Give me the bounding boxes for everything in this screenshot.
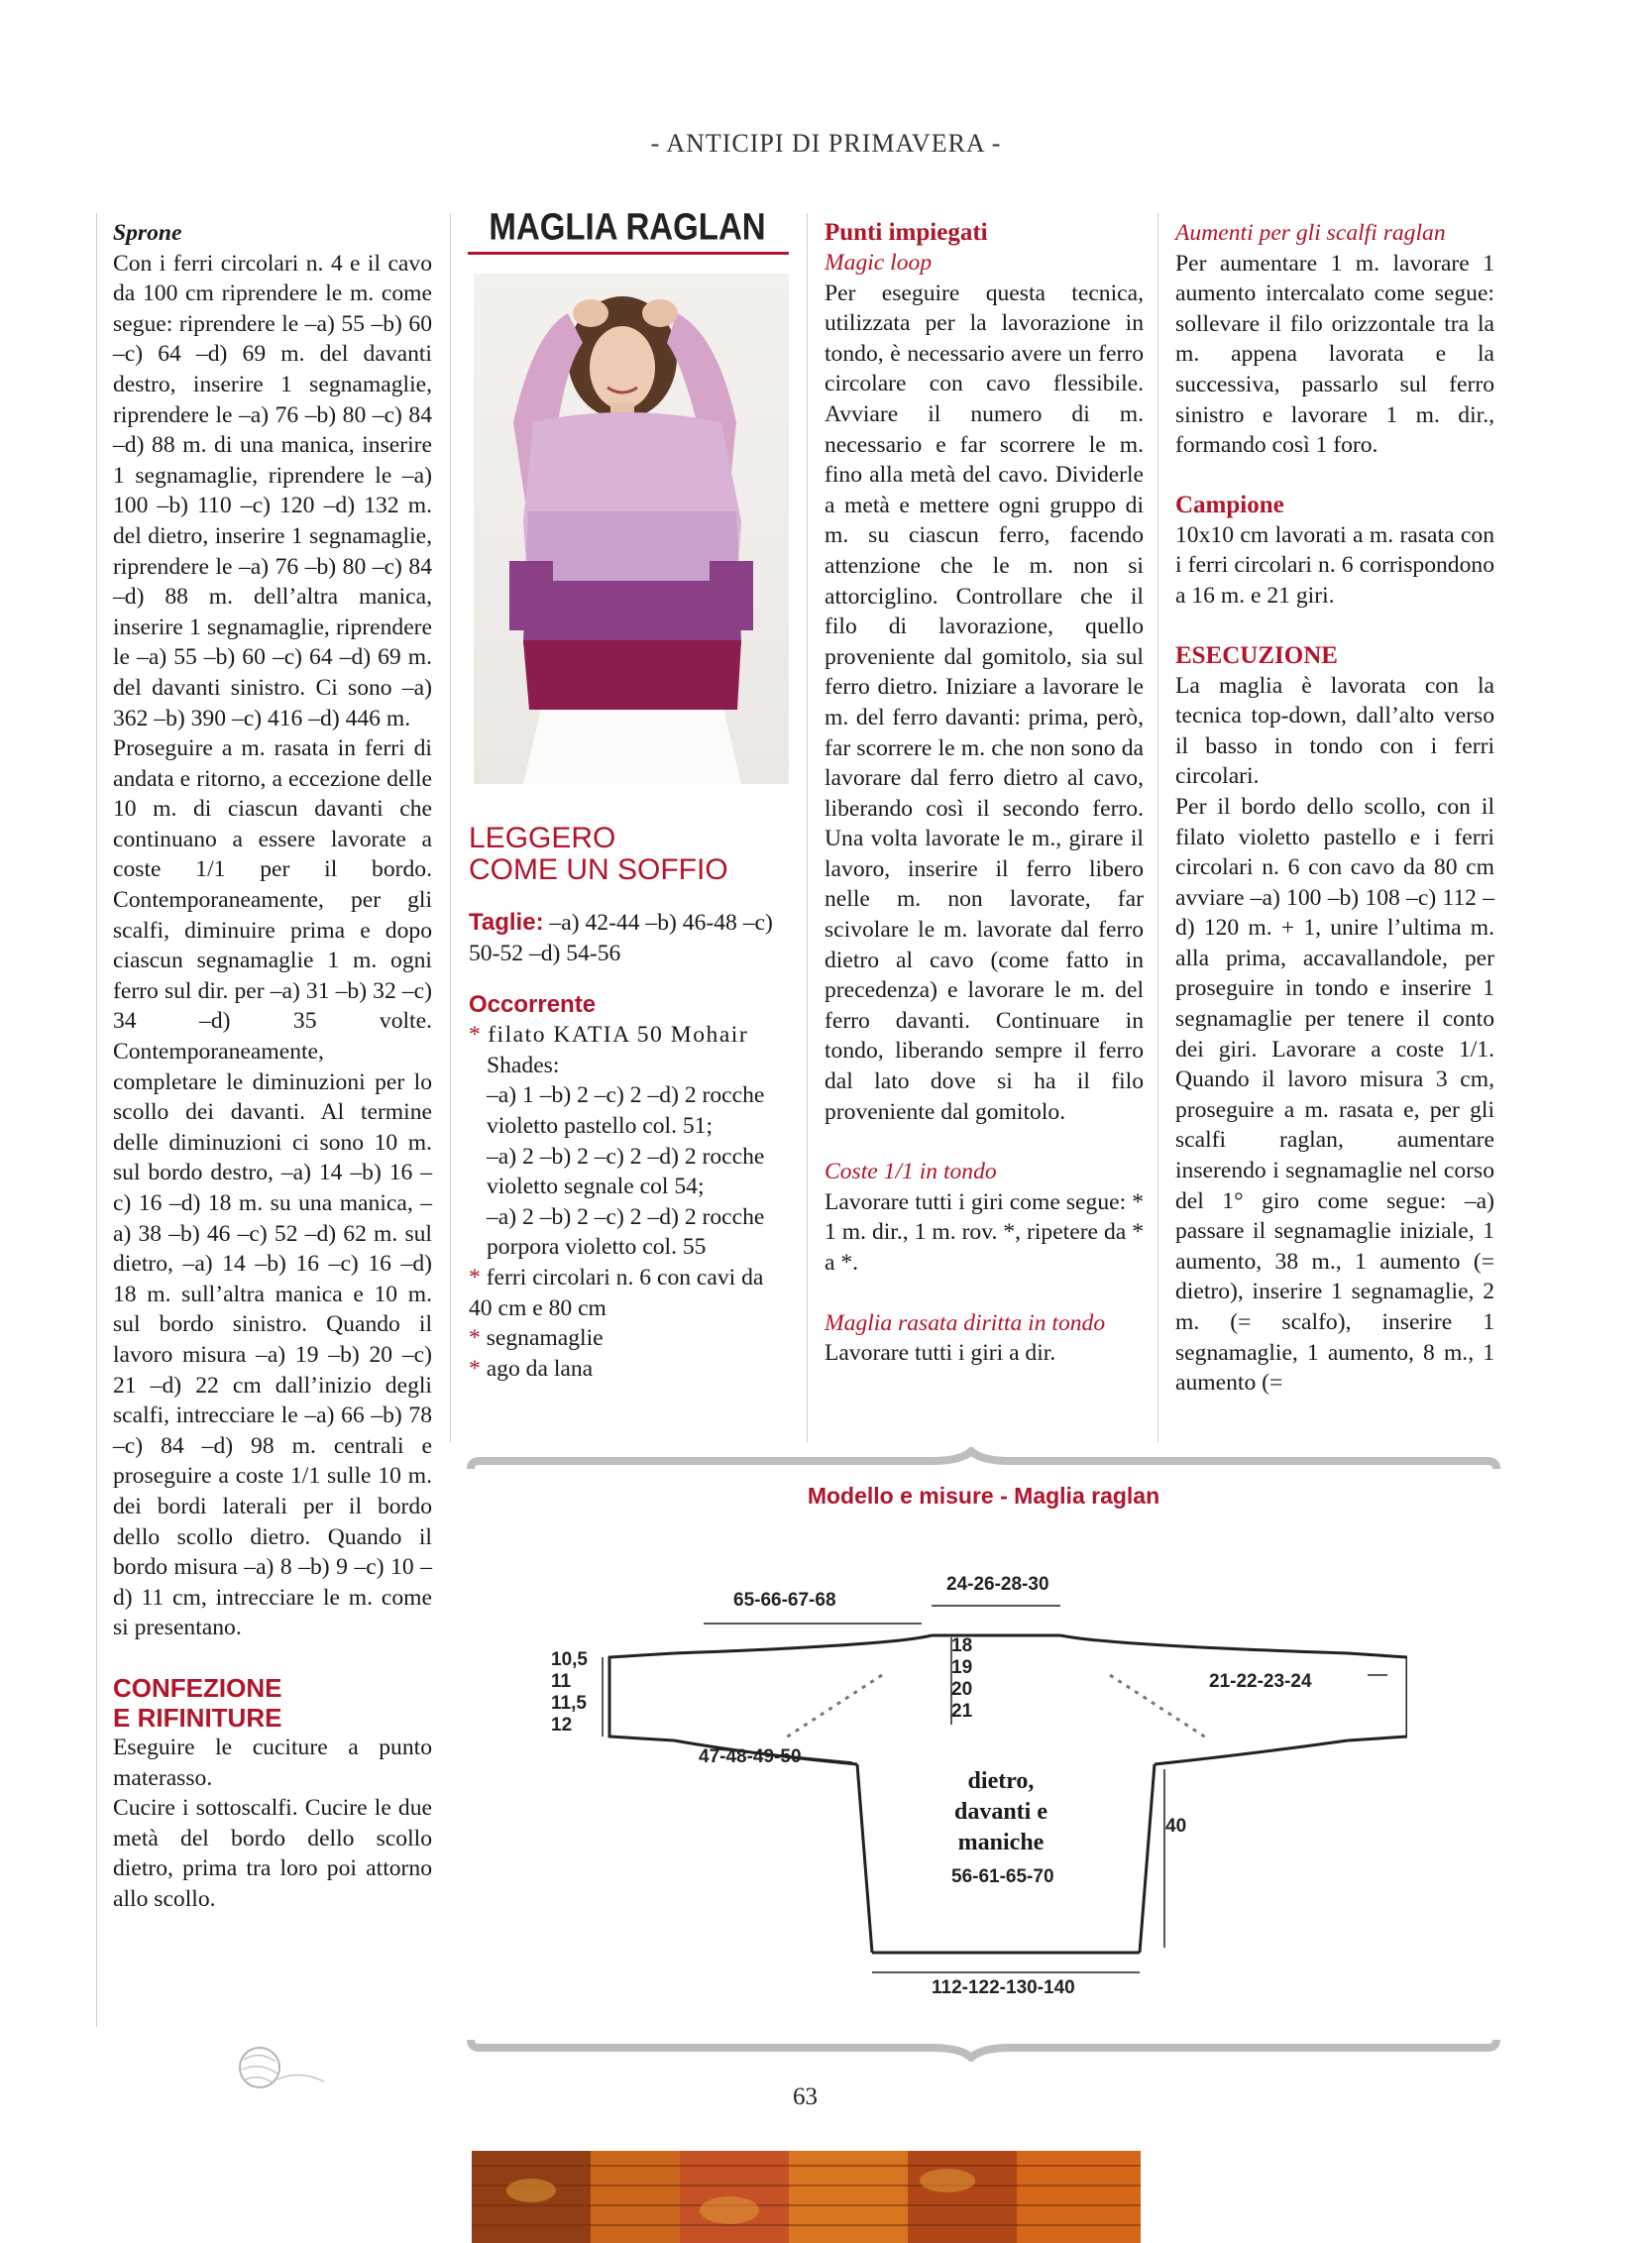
measure-body-width: 56-61-65-70 <box>951 1866 1054 1887</box>
confezione-heading: CONFEZIONE <box>113 1672 282 1703</box>
confezione-text-2: Cucire i sottoscalfi. Cucire le due metà del bordo dello scollo dietro, prima tra loro poi attorno allo scollo. <box>113 1795 432 1912</box>
coste-text: Lavorare tutti i giri come segue: * 1 m. dir., 1 m. rov. *, ripetere da * a *. <box>825 1188 1144 1276</box>
column-4 <box>1175 218 1494 1399</box>
title-rule <box>468 252 789 255</box>
section-title: MAGLIA RAGLAN <box>489 205 766 248</box>
campione-heading: Campione <box>1175 491 1284 518</box>
running-head: - ANTICIPI DI PRIMAVERA - <box>650 129 1002 158</box>
schematic-label: dietro, davanti e maniche <box>953 1768 1047 1855</box>
column-1 <box>113 218 432 1914</box>
taglie: Taglie: –a) 42-44 –b) 46-48 –c) 50-52 –d) 54-56 <box>469 909 773 966</box>
magic-loop-heading: Magic loop <box>825 250 933 276</box>
model-photo <box>474 274 789 784</box>
magic-loop-text: Per eseguire questa tecnica, utilizzata per la lavorazione in tondo, è necessario avere un ferro circolare con cavo flessibile. Avviare il numero di m. necessario e far scorrere le m. fino alla metà del cavo. Dividerle a metà e mettere ogni gruppo di m. su ciascun ferro, facendo attenzione che le m. non si attorciglino. Controllare che il filo di lavorazione, quello proveniente dal gomitolo, sia sul ferro dietro. Iniziare a lavorare le m. del ferro davanti: prima, però, far scorrere le m. che non sono da lavorare dal ferro dietro al cavo, liberando così il secondo ferro. Una volta lavorate le m., girare il lavoro, inserire il ferro libero nelle m. non lavorate, far scivolare le m. lavorate dal ferro dietro al cavo (come fatto in precedenza) e lavorare le m. del ferro davanti. Continuare in tondo, liberando sempre il ferro dal lato dove si ha il filo proveniente dal gomitolo. <box>825 280 1144 1125</box>
confezione-text: Eseguire le cuciture a punto materasso. <box>113 1734 432 1791</box>
measure-cuff: 10,5 11 11,5 12 <box>551 1649 588 1736</box>
measure-sleeve-top: 65-66-67-68 <box>733 1590 836 1611</box>
rasata-heading: Maglia rasata diritta in tondo <box>825 1309 1106 1336</box>
shade-3: –a) 2 –b) 2 –c) 2 –d) 2 rocche porpora violetto col. 55 <box>487 1203 765 1261</box>
esecuzione-text-2: Per il bordo dello scollo, con il filato violetto pastello e i ferri circolari n. 6 con cavo da 80 cm avviare –a) 100 –b) 108 –c) 112 –d) 120 m. + 1, unire l’ultima m. alla prima, accavallandole, per proseguire in tondo e inserire 1 segnamaglie per tenere il conto dei giri. Lavorare a coste 1/1. Quando il lavoro misura 3 cm, proseguire a m. rasata e, per gli scalfi raglan, aumentare inserendo i segnamaglie nel corso del 1° giro come segue: –a) passare il segnamaglie iniziale, 1 aumento, 38 m., 1 aumento (= dietro), inserire 1 segnamaglie, 2 m. (= scalfo), inserire 1 segnamaglie, 1 aumento, 8 m., 1 aumento (= <box>1175 793 1494 1397</box>
sprone-heading: Sprone <box>113 220 182 246</box>
measure-hem: 112-122-130-140 <box>932 1977 1075 1998</box>
column-rule <box>450 213 451 1442</box>
measure-length: 40 <box>1165 1816 1187 1837</box>
shade-1: –a) 1 –b) 2 –c) 2 –d) 2 rocche violetto pastello col. 51; <box>487 1082 765 1139</box>
shade-2: –a) 2 –b) 2 –c) 2 –d) 2 rocche violetto segnale col 54; <box>487 1143 765 1200</box>
aumenti-text: Per aumentare 1 m. lavorare 1 aumento intercalato come segue: sollevare il filo orizzontale tra la m. appena lavorata e la successiva, passarlo sul ferro sinistro e lavorare 1 m. dir., formando così 1 foro. <box>1175 250 1494 459</box>
column-rule <box>96 213 97 2027</box>
measure-neck: 24-26-28-30 <box>946 1574 1049 1595</box>
measure-right-sleeve: 21-22-23-24 <box>1209 1671 1312 1692</box>
esecuzione-text: La maglia è lavorata con la tecnica top-down, dall’alto verso il basso in tondo con i ferri circolari. <box>1175 672 1494 790</box>
knit-texture-image <box>472 2151 1141 2243</box>
column-2 <box>469 823 792 1384</box>
esecuzione-heading: ESECUZIONE <box>1175 641 1338 669</box>
page-number: 63 <box>793 2083 818 2110</box>
sprone-text: Con i ferri circolari n. 4 e il cavo da 100 cm riprendere le m. come segue: riprendere le –a) 55 –b) 60 –c) 64 –d) 69 m. del davanti destro, inserire 1 segnamaglie, riprendere le –a) 76 –b) 80 –c) 84 –d) 88 m. di una manica, inserire 1 segnamaglie, riprendere le –a) 100 –b) 110 –c) 120 –d) 132 m. del dietro, inserire 1 segnamaglie, riprendere le –a) 76 –b) 80 –c) 84 –d) 88 m. dell’altra manica, inserire 1 segnamaglie, riprendere le –a) 55 –b) 60 –c) 64 –d) 69 m. del davanti sinistro. Ci sono –a) 362 –b) 390 –c) 416 –d) 446 m. <box>113 250 432 731</box>
feature-title: LEGGERO <box>469 822 616 854</box>
occorrente-heading: Occorrente <box>469 991 597 1019</box>
rasata-text: Lavorare tutti i giri a dir. <box>825 1340 1056 1367</box>
shades-label: Shades: <box>487 1052 560 1078</box>
item-markers: * segnamaglie <box>469 1325 604 1352</box>
measure-raglan: 18 19 20 21 <box>951 1635 973 1722</box>
sprone-text-2: Proseguire a m. rasata in ferri di andata e ritorno, a eccezione delle 10 m. di ciascun davanti che continuano a essere lavorate a coste 1/1 per il bordo. Contemporaneamente, per gli scalfi, diminuire prima e dopo ciascun segnamaglie 1 m. ogni ferro sul dir. per –a) 31 –b) 32 –c) 34 –d) 35 volte. Contemporaneamente, completare le diminuzioni per lo scollo dei davanti. Al termine delle diminuzioni ci sono 10 m. sul bordo destro, –a) 14 –b) 16 –c) 16 –d) 18 m. su una manica, –a) 38 –b) 46 –c) 52 –d) 62 m. sul dietro, –a) 14 –b) 16 –c) 16 –d) 18 m. sull’altra manica e 10 m. sul bordo sinistro. Quando il lavoro misura –a) 19 –b) 20 –c) 21 –d) 22 cm dall’inizio degli scalfi, intrecciare le –a) 66 –b) 78 –c) 84 –d) 98 m. centrali e proseguire a coste 1/1 sulle 10 m. dei bordi laterali per il bordo dello scollo dietro. Quando il bordo misura –a) 8 –b) 9 –c) 10 –d) 11 cm, intrecciare le m. come si presentano. <box>113 735 432 1641</box>
item-yarn: * filato KATIA 50 Mohair <box>469 1022 749 1049</box>
coste-heading: Coste 1/1 in tondo <box>825 1159 997 1185</box>
column-3 <box>825 218 1144 1369</box>
item-needle: * ago da lana <box>469 1355 594 1382</box>
confezione-heading-2: E RIFINITURE <box>113 1702 282 1733</box>
punti-heading: Punti impiegati <box>825 219 988 246</box>
column-rule <box>807 213 808 1442</box>
campione-text: 10x10 cm lavorati a m. rasata con i ferri circolari n. 6 corrispondono a 16 m. e 21 giri. <box>1175 521 1494 609</box>
feature-title-2: COME UN SOFFIO <box>469 853 728 886</box>
diagram-caption: Modello e misure - Maglia raglan <box>807 1483 1160 1509</box>
measure-sleeve-under: 47-48-49-50 <box>699 1746 802 1767</box>
column-rule <box>1157 213 1158 1442</box>
item-needles: * ferri circolari n. 6 con cavi da 40 cm e 80 cm <box>469 1264 764 1321</box>
aumenti-heading: Aumenti per gli scalfi raglan <box>1175 220 1446 246</box>
